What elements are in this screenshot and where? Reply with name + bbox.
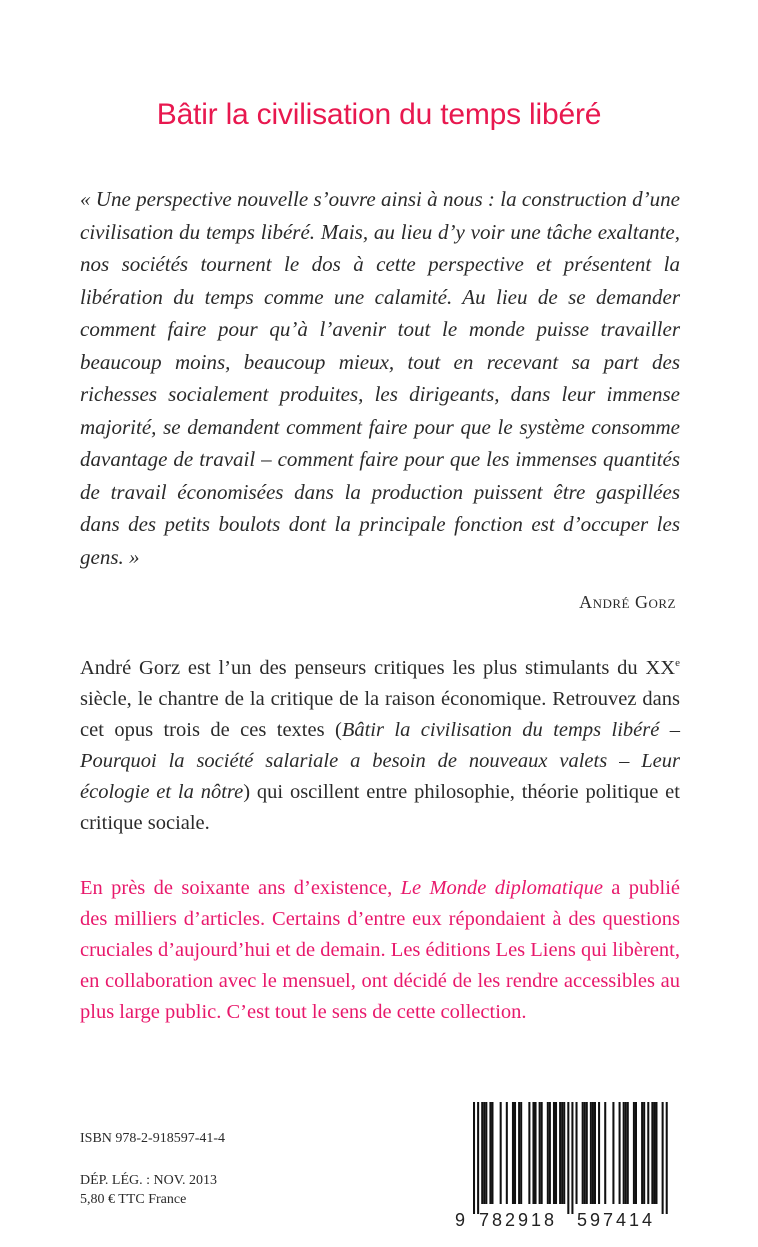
barcode-bar [576,1102,578,1204]
barcode-bar [500,1102,502,1204]
barcode-icon [453,1102,683,1232]
century-numeral: XX [645,656,676,679]
barcode-bar [555,1102,557,1204]
barcode-bar [512,1102,514,1204]
barcode-bar [625,1102,627,1204]
collection-paragraph [80,873,680,1028]
book-title: Bâtir la civilisation du temps libéré [156,98,602,132]
barcode-bar [532,1102,534,1204]
barcode-bar [481,1102,483,1204]
about-author-paragraph [80,648,680,839]
about-text-3: ) qui oscillent entre philosophie, théorie politique et critique sociale. [80,780,680,834]
price-text: 5,80 € TTC France [80,1192,187,1207]
barcode-bar [590,1102,592,1204]
barcode-bar [541,1102,543,1204]
barcode-bar [582,1102,584,1204]
barcode-bar [584,1102,586,1204]
barcode-bar [662,1102,664,1214]
barcode-bar [485,1102,487,1204]
barcode-bar [506,1102,508,1204]
about-text-2: siècle, le chantre de la critique de la raison économique. Retrouvez dans cet opus trois de ces textes ( [80,687,680,741]
barcode-bar [561,1102,563,1204]
about-titles: Bâtir la civilisation du temps libéré – Pourquoi la société salariale a besoin de nouveaux valets – Leur écologie et la nôtre [80,718,680,803]
barcode-bar [643,1102,645,1204]
barcode-bar [641,1102,643,1204]
barcode-digits-group1: 782918 [479,1210,558,1230]
barcode-bar [598,1102,600,1204]
barcode-bar [563,1102,565,1204]
barcode-bar [604,1102,606,1204]
barcode-bar [535,1102,537,1204]
collection-journal: Le Monde diplomatique [400,877,603,899]
barcode-bar [489,1102,491,1204]
barcode-bar [549,1102,551,1204]
barcode-bar [592,1102,594,1204]
barcode-bar [491,1102,493,1204]
barcode-bar [514,1102,516,1204]
isbn-text: ISBN 978-2-918597-41-4 [80,1131,226,1146]
barcode-digit-first: 9 [455,1210,466,1230]
about-text-1: André Gorz est l’un des penseurs critiques les plus stimulants du [80,656,646,679]
barcode-bar [612,1102,614,1204]
barcode-bar [539,1102,541,1204]
barcode-bar [633,1102,635,1204]
barcode-bar [627,1102,629,1204]
collection-text-2: a publié des milliers d’articles. Certains d’entre eux répondaient à des questions cruciales d’aujourd’hui et de demain. Les éditions Les Liens qui libèrent, en collaboration avec le mensuel, ont décidé de les rendre accessibles au plus large public. C’est tout le sens de cette collection. [80,877,681,1023]
barcode-digits-group2: 597414 [577,1210,656,1230]
barcode-bar [528,1102,530,1204]
barcode-bar [483,1102,485,1204]
barcode-bar [651,1102,653,1204]
barcode-bars [473,1102,668,1214]
barcode-bar [477,1102,479,1214]
barcode-bar [653,1102,655,1204]
barcode-bar [553,1102,555,1204]
barcode-bar [559,1102,561,1204]
barcode-bar [520,1102,522,1204]
barcode-bar [547,1102,549,1204]
barcode-bar [518,1102,520,1204]
quote-text: « Une perspective nouvelle s’ouvre ainsi à nous : la construction d’une civilisation du temps libéré. Mais, au lieu d’y voir une tâche exaltante, nos sociétés tournent le dos à cette perspective et présentent la libération du temps comme une calamité. Au lieu de se demander comment faire pour qu’à l’avenir tout le monde puisse travailler beaucoup moins, beaucoup mieux, tout en recevant sa part des richesses socialement produites, les dirigeants, dans leur immense majorité, se demandent comment faire pour que le système consomme davantage de travail – comment faire pour que les immenses quantités de travail économisées dans la production puissent être gaspillées dans des petits boulots dont la principale fonction est d’occuper les gens. » [80,187,680,569]
collection-text-1: En près de soixante ans d’existence, [80,877,401,899]
century-superscript: e [675,657,680,669]
barcode-bar [666,1102,668,1214]
barcode-bar [567,1102,569,1214]
barcode-bar [655,1102,657,1204]
depot-legal-text: DÉP. LÉG. : NOV. 2013 [80,1173,218,1188]
barcode-bar [623,1102,625,1204]
barcode-bar [594,1102,596,1204]
barcode-bar [571,1102,573,1214]
barcode-bar [586,1102,588,1204]
barcode-bar [635,1102,637,1204]
barcode-bar [473,1102,475,1214]
barcode-bar [647,1102,649,1204]
barcode-bar [619,1102,621,1204]
quote-author: André Gorz [579,592,676,612]
legal-info [80,1171,217,1209]
